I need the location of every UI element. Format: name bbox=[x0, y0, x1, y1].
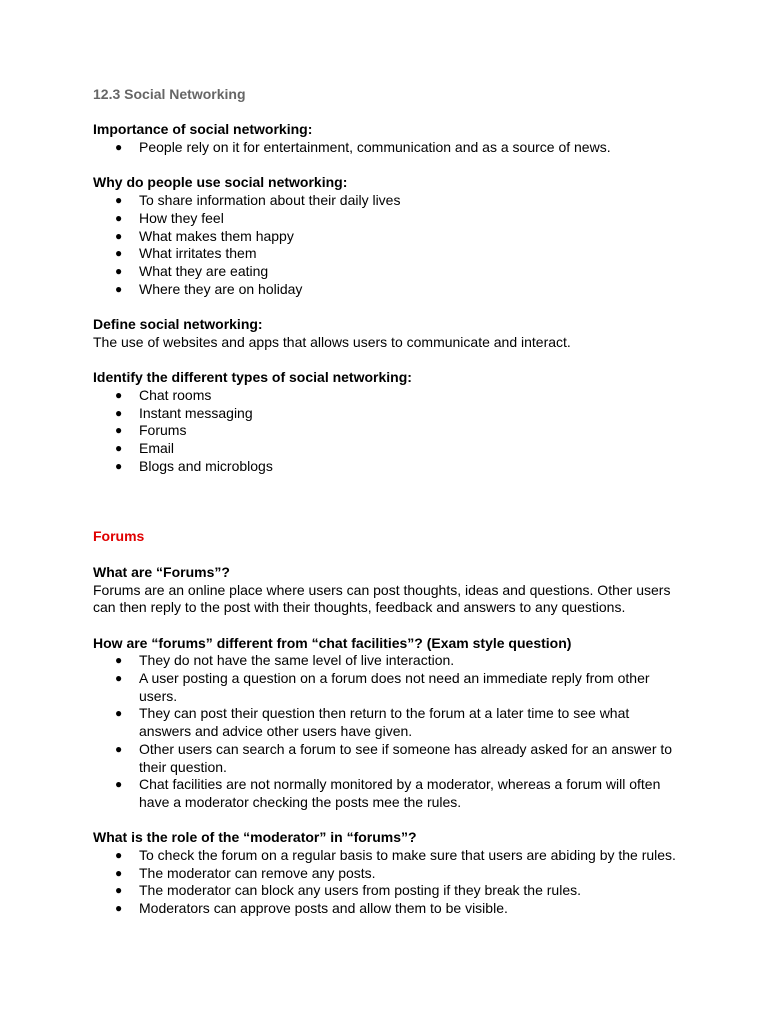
list-item bbox=[93, 210, 683, 228]
difference-list bbox=[93, 652, 683, 811]
bullet-icon: ● bbox=[115, 458, 123, 473]
forums-title: Forums bbox=[93, 528, 145, 545]
list-item-text: What makes them happy bbox=[139, 227, 294, 244]
list-item bbox=[93, 139, 683, 157]
list-item-text: They do not have the same level of live interaction. bbox=[139, 652, 455, 669]
what-forums-text: Forums are an online place where users can post thoughts, ideas and questions. Other users can then reply to the post with their thoughts, feedback and answers to any questions. bbox=[93, 581, 671, 616]
define-text: The use of websites and apps that allows users to communicate and interact. bbox=[93, 333, 571, 350]
list-item-text: What irritates them bbox=[139, 245, 257, 262]
list-item bbox=[93, 741, 683, 776]
bullet-icon: ● bbox=[115, 210, 123, 225]
importance-list bbox=[93, 139, 683, 157]
list-item bbox=[93, 387, 683, 405]
bullet-icon: ● bbox=[115, 246, 123, 261]
list-item bbox=[93, 882, 683, 900]
list-item bbox=[93, 900, 683, 918]
bullet-icon: ● bbox=[115, 441, 123, 455]
list-item bbox=[93, 776, 683, 811]
bullet-icon: ● bbox=[115, 883, 123, 898]
list-item-text: Instant messaging bbox=[139, 404, 253, 421]
list-item-text: Email bbox=[139, 440, 175, 456]
document-content bbox=[93, 86, 683, 918]
bullet-icon: ● bbox=[115, 387, 123, 402]
list-item-text: A user posting a question on a forum does not need an immediate reply from other users. bbox=[139, 670, 650, 704]
bullet-icon: ● bbox=[115, 140, 123, 155]
bullet-icon: ● bbox=[115, 901, 123, 916]
list-item-text: The moderator can block any users from posting if they break the rules. bbox=[139, 882, 581, 899]
bullet-icon: ● bbox=[115, 193, 123, 208]
list-item bbox=[93, 652, 683, 670]
list-item bbox=[93, 847, 683, 865]
bullet-icon: ● bbox=[115, 741, 123, 756]
list-item bbox=[93, 405, 683, 423]
list-item bbox=[93, 228, 683, 246]
list-item bbox=[93, 458, 683, 476]
list-item bbox=[93, 245, 683, 263]
bullet-icon: ● bbox=[115, 671, 123, 685]
list-item-text: They can post their question then return to the forum at a later time to see what answers and advice other users have given. bbox=[139, 705, 630, 740]
list-item bbox=[93, 192, 683, 210]
list-item bbox=[93, 705, 683, 740]
what-forums-heading: What are “Forums”? bbox=[93, 563, 230, 580]
section-title: 12.3 Social Networking bbox=[93, 86, 246, 102]
list-item-text: To check the forum on a regular basis to make sure that users are abiding by the rules. bbox=[139, 847, 676, 864]
list-item-text: Other users can search a forum to see if someone has already asked for an answer to their question. bbox=[139, 740, 673, 775]
list-item bbox=[93, 422, 683, 440]
bullet-icon: ● bbox=[115, 865, 123, 880]
bullet-icon: ● bbox=[115, 228, 123, 243]
list-item bbox=[93, 670, 683, 705]
list-item bbox=[93, 440, 683, 458]
bullet-icon: ● bbox=[115, 264, 123, 278]
bullet-icon: ● bbox=[115, 777, 123, 792]
list-item-text: Chat rooms bbox=[139, 386, 212, 403]
bullet-icon: ● bbox=[115, 653, 123, 668]
types-heading: Identify the different types of social networking: bbox=[93, 369, 412, 386]
list-item bbox=[93, 865, 683, 883]
list-item-text: Chat facilities are not normally monitored by a moderator, whereas a forum will often have a moderator checking the posts mee the rules. bbox=[139, 776, 661, 810]
list-item-text: Blogs and microblogs bbox=[139, 457, 273, 474]
define-heading: Define social networking: bbox=[93, 316, 263, 333]
types-list bbox=[93, 387, 683, 476]
moderator-list bbox=[93, 847, 683, 918]
why-heading: Why do people use social networking: bbox=[93, 174, 348, 191]
list-item bbox=[93, 281, 683, 299]
list-item bbox=[93, 263, 683, 281]
list-item-text: How they feel bbox=[139, 209, 224, 226]
bullet-icon: ● bbox=[115, 706, 123, 721]
moderator-heading: What is the role of the “moderator” in “forums”? bbox=[93, 829, 417, 846]
importance-heading: Importance of social networking: bbox=[93, 121, 313, 138]
list-item-text: Where they are on holiday bbox=[139, 280, 303, 297]
list-item-text: What they are eating bbox=[139, 263, 269, 279]
list-item-text: The moderator can remove any posts. bbox=[139, 864, 376, 881]
list-item-text: To share information about their daily lives bbox=[139, 192, 401, 209]
bullet-icon: ● bbox=[115, 848, 123, 863]
bullet-icon: ● bbox=[115, 423, 123, 438]
why-list bbox=[93, 192, 683, 298]
list-item-text: Moderators can approve posts and allow them to be visible. bbox=[139, 900, 508, 917]
bullet-icon: ● bbox=[115, 281, 123, 296]
bullet-icon: ● bbox=[115, 405, 123, 420]
list-item-text: Forums bbox=[139, 422, 187, 439]
list-item-text: People rely on it for entertainment, communication and as a source of news. bbox=[139, 139, 611, 156]
difference-heading: How are “forums” different from “chat facilities”? (Exam style question) bbox=[93, 634, 572, 651]
